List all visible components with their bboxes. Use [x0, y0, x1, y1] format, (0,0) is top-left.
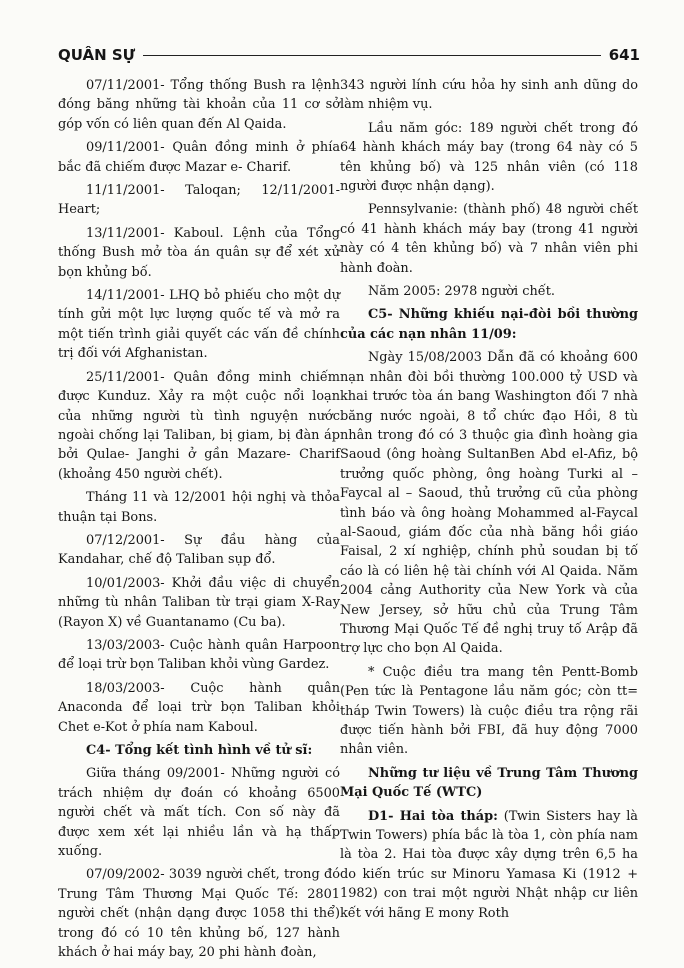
paragraph-d1	[340, 807, 638, 923]
page-number: 641	[608, 46, 640, 64]
section-heading-wtc: Những tư liệu về Trung Tâm Thương Mại Quốc Tế (WTC)	[340, 765, 638, 801]
paragraph: 07/09/2002- 3039 người chết, trong đó Trung Tâm Thương Mại Quốc Tế: 2801 người chết (nhận dạng được 1058 thi thể) trong đó có 10 tên khủng bố, 127 hành khách ở hai máy bay, 20 phi hành đoàn,	[58, 867, 340, 961]
paragraph: 10/01/2003- Khởi đầu việc di chuyển những tù nhân Taliban từ trại giam X-Ray (Rayon X) về Guantanamo (Cu ba).	[58, 575, 340, 630]
paragraph: Năm 2005: 2978 người chết.	[368, 284, 556, 300]
paragraph: * Cuộc điều tra mang tên Pentt-Bomb (Pen tức là Pentagone lầu năm góc; còn tt= tháp Twin Towers) là cuộc điều tra rộng rãi được tiến hành bởi FBI, đã huy động 7000 nhân viên.	[340, 664, 638, 758]
page-header	[58, 42, 640, 68]
right-column	[340, 76, 638, 927]
paragraph: 07/12/2001- Sự đầu hàng của Kandahar, chế độ Taliban sụp đổ.	[58, 532, 340, 568]
paragraph-continuation: 343 người lính cứu hỏa hy sinh anh dũng do làm nhiệm vụ.	[340, 78, 638, 113]
header-rule	[143, 55, 600, 56]
paragraph: 09/11/2001- Quân đồng minh ở phía bắc đã chiếm được Mazar e- Charif.	[58, 140, 340, 175]
paragraph: Lầu năm góc: 189 người chết trong đó 64 hành khách máy bay (trong 64 này có 5 tên khủng bố) và 125 nhân viên (có 118 người được nhận dạng).	[340, 120, 638, 195]
paragraph: Pennsylvanie: (thành phố) 48 người chết có 41 hành khách máy bay (trong 41 người này có 4 tên khủng bố) và 7 nhân viên phi hành đoàn.	[340, 202, 638, 276]
subheading-d1: D1- Hai tòa tháp:	[368, 808, 498, 824]
paragraph: 13/11/2001- Kaboul. Lệnh của Tổng thống Bush mở tòa án quân sự để xét xử bọn khủng bố.	[58, 225, 340, 280]
left-column	[58, 76, 340, 966]
paragraph: 13/03/2003- Cuộc hành quân Harpoon để loại trừ bọn Taliban khỏi vùng Gardez.	[58, 637, 340, 673]
paragraph: 18/03/2003- Cuộc hành quân Anaconda để loại trừ bọn Taliban khỏi Chet e-Kot ở phía nam Kaboul.	[58, 680, 340, 735]
paragraph-text: (Twin Sisters hay là Twin Towers) phía bắc là tòa 1, còn phía nam là tòa 2. Hai tòa được xây dựng trên 6,5 ha do kiến trúc sư Minoru Yamasa Ki (1912 + 1982) con trai một người Nhật nhập cư liên kết với hãng E mony Roth	[340, 808, 638, 921]
paragraph: Giữa tháng 09/2001- Những người có trách nhiệm dự đoán có khoảng 6500 người chết và mất tích. Con số này đã được xem xét lại nhiều lần và hạ thấp xuống.	[58, 766, 340, 860]
paragraph: Tháng 11 và 12/2001 hội nghị và thỏa thuận tại Bons.	[58, 490, 340, 525]
paragraph: 14/11/2001- LHQ bỏ phiếu cho một dự tính gửi một lực lượng quốc tế và mở ra một tiến trình giải quyết các vấn đề chính trị đối với Afghanistan.	[58, 288, 340, 362]
paragraph: 07/11/2001- Tổng thống Bush ra lệnh đóng băng những tài khoản của 11 cơ sở góp vốn có liên quan đến Al Qaida.	[58, 78, 340, 132]
section-title: QUÂN SỰ	[58, 46, 136, 64]
paragraph: 11/11/2001- Taloqan; 12/11/2001- Heart;	[58, 183, 340, 218]
section-heading-c5: C5- Những khiếu nại-đòi bồi thường của các nạn nhân 11/09:	[340, 307, 638, 342]
section-heading-c4: C4- Tổng kết tình hình về tử sĩ:	[86, 743, 313, 758]
paragraph: Ngày 15/08/2003 Dẫn đã có khoảng 600 nạn nhân đòi bồi thường 100.000 tỷ USD và khai trước tòa án bang Washington đối 7 nhà băng nước ngoài, 8 tổ chức đạo Hồi, 8 tù nhân trong đó có 3 thuộc gia đình hoàng gia Saoud (ông hoàng SultanBen Abd el-Afiz, bộ trưởng quốc phòng, ông hoàng Turki al – Faycal al – Saoud, thủ trưởng cũ của phòng tình báo và ông hoàng Mohammed al-Faycal al-Saoud, giám đốc của nhà băng hồi giáo Faisal, 2 xí nghiệp, chính phủ soudan bị tố cáo là có liên hệ tài chính với Al Qaida. Năm 2004 cảng Authority của New York và của New Jersey, sở hữu chủ của Trung Tâm Thương Mại Quốc Tế đề nghị truy tố Arập đã trợ lực cho bọn Al Qaida.	[340, 350, 638, 657]
paragraph: 25/11/2001- Quân đồng minh chiếm được Kunduz. Xảy ra một cuộc nổi loạn của những người tù tình nguyện nước ngoài chống lại Taliban, bị giam, bị đàn áp bởi Qulae- Janghi ở gần Mazare- Charif (khoảng 450 người chết).	[58, 369, 340, 482]
